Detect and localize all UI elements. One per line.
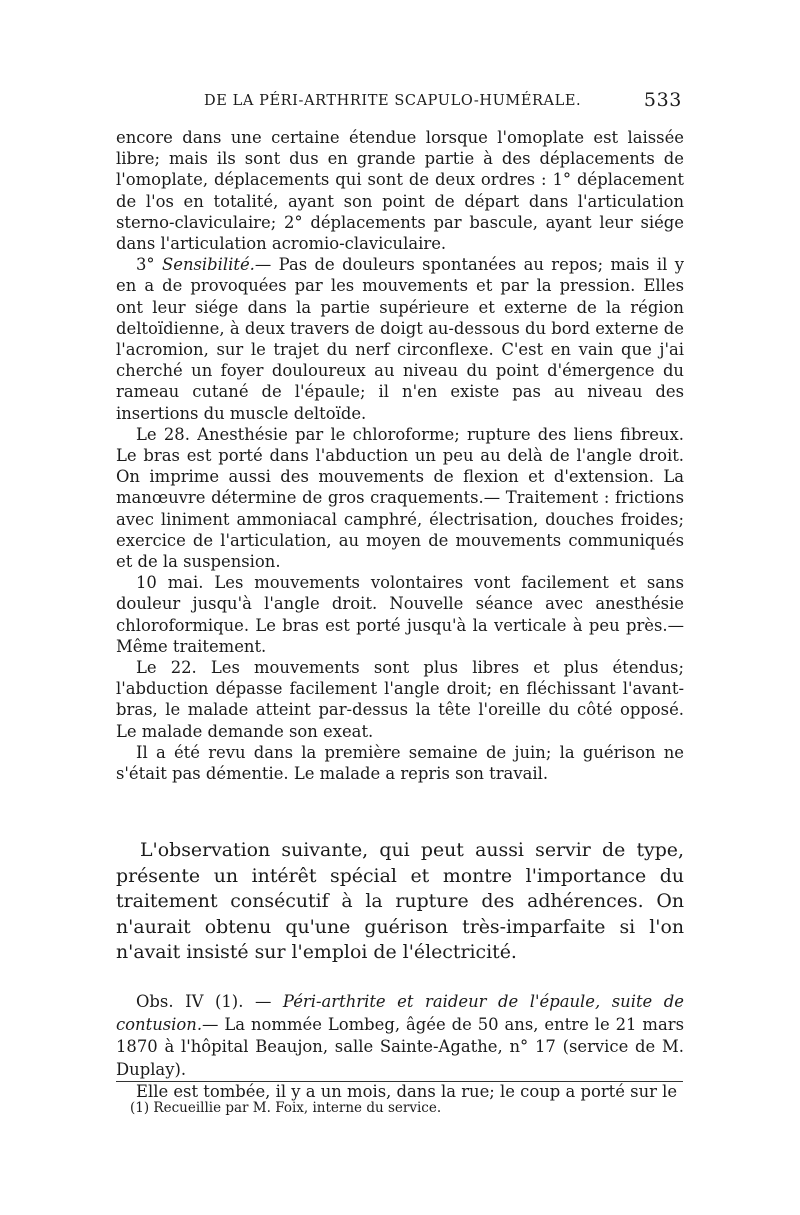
paragraph-large: L'observation suivante, qui peut aussi servir de type, présente un intérêt spécial et montre l'importance du traitement consécutif à la rupture des adhérences. On n'aurait obtenu qu'une guérison très-imparfaite si l'on n'avait insisté sur l'emploi de l'électricité. — [116, 839, 684, 964]
observation-block — [116, 991, 684, 1104]
footnote-rule — [116, 1081, 683, 1082]
body-text — [116, 127, 684, 784]
observation-paragraph — [116, 991, 684, 1081]
paragraph: Le 22. Les mouvements sont plus libres et plus étendus; l'abduction dépasse facilement l'angle droit; en fléchissant l'avant-bras, le malade atteint par-dessus la tête l'oreille du côté opposé. Le malade demande son exeat. — [116, 658, 684, 741]
observation-paragraph-2: Elle est tombée, il y a un mois, dans la rue; le coup a porté sur le — [136, 1082, 678, 1102]
paragraph: Le 28. Anesthésie par le chloroforme; rupture des liens fibreux. Le bras est porté dans l'abduction un peu au delà de l'angle droit. On imprime aussi des mouvements de flexion et d'extension. La manœuvre détermine de gros craquements.— Traitement : frictions avec liniment ammoniacal camphré, électrisation, douches froides; exercice de l'articulation, au moyen de mouvements communiqués et de la suspension. — [116, 424, 684, 572]
paragraph: Il a été revu dans la première semaine de juin; la guérison ne s'était pas démentie. Le malade a repris son travail. — [116, 742, 684, 784]
footnote: (1) Recueillie par M. Foix, interne du service. — [130, 1100, 442, 1116]
paragraph-sensibilite — [116, 254, 684, 424]
running-title: DE LA PÉRI-ARTHRITE SCAPULO-HUMÉRALE. — [204, 93, 582, 109]
section-number: 3° — [136, 255, 163, 275]
observation-title: Péri-arthrite et raideur de l'épaule, suite de contusion. — [116, 992, 684, 1034]
observation-text: — La nommée Lombeg, âgée de 50 ans, entre le 21 mars 1870 à l'hôpital Beaujon, salle Sainte-Agathe, n° 17 (service de M. Duplay). — [116, 1014, 684, 1079]
page-number: 533 — [643, 89, 682, 111]
section-heading: Sensibilité. — [162, 255, 255, 275]
observation-label: Obs. IV (1). — — [136, 992, 283, 1011]
main-text — [116, 838, 684, 966]
paragraph: encore dans une certaine étendue lorsque l'omoplate est laissée libre; mais ils sont dus en grande partie à des déplacements de l'omoplate, déplacements qui sont de deux ordres : 1° déplacement de l'os en totalité, ayant son point de départ dans l'articulation sterno-claviculaire; 2° déplacements par bascule, ayant leur siége dans l'articulation acromio-claviculaire. — [116, 128, 684, 254]
section-text: — Pas de douleurs spontanées au repos; mais il y en a de provoquées par les mouvements et par la pression. Elles ont leur siége dans la partie supérieure et externe de la région deltoïdienne, à deux travers de doigt au-dessous du bord externe de l'acromion, sur le trajet du nerf circonflexe. C'est en vain que j'ai cherché un foyer douloureux au niveau du point d'émergence du rameau cutané de l'épaule; il n'en existe pas au niveau des insertions du muscle deltoïde. — [116, 255, 684, 423]
paragraph: 10 mai. Les mouvements volontaires vont facilement et sans douleur jusqu'à l'angle droit. Nouvelle séance avec anesthésie chloroformique. Le bras est porté jusqu'à la verticale à peu près.— Même traitement. — [116, 573, 684, 656]
